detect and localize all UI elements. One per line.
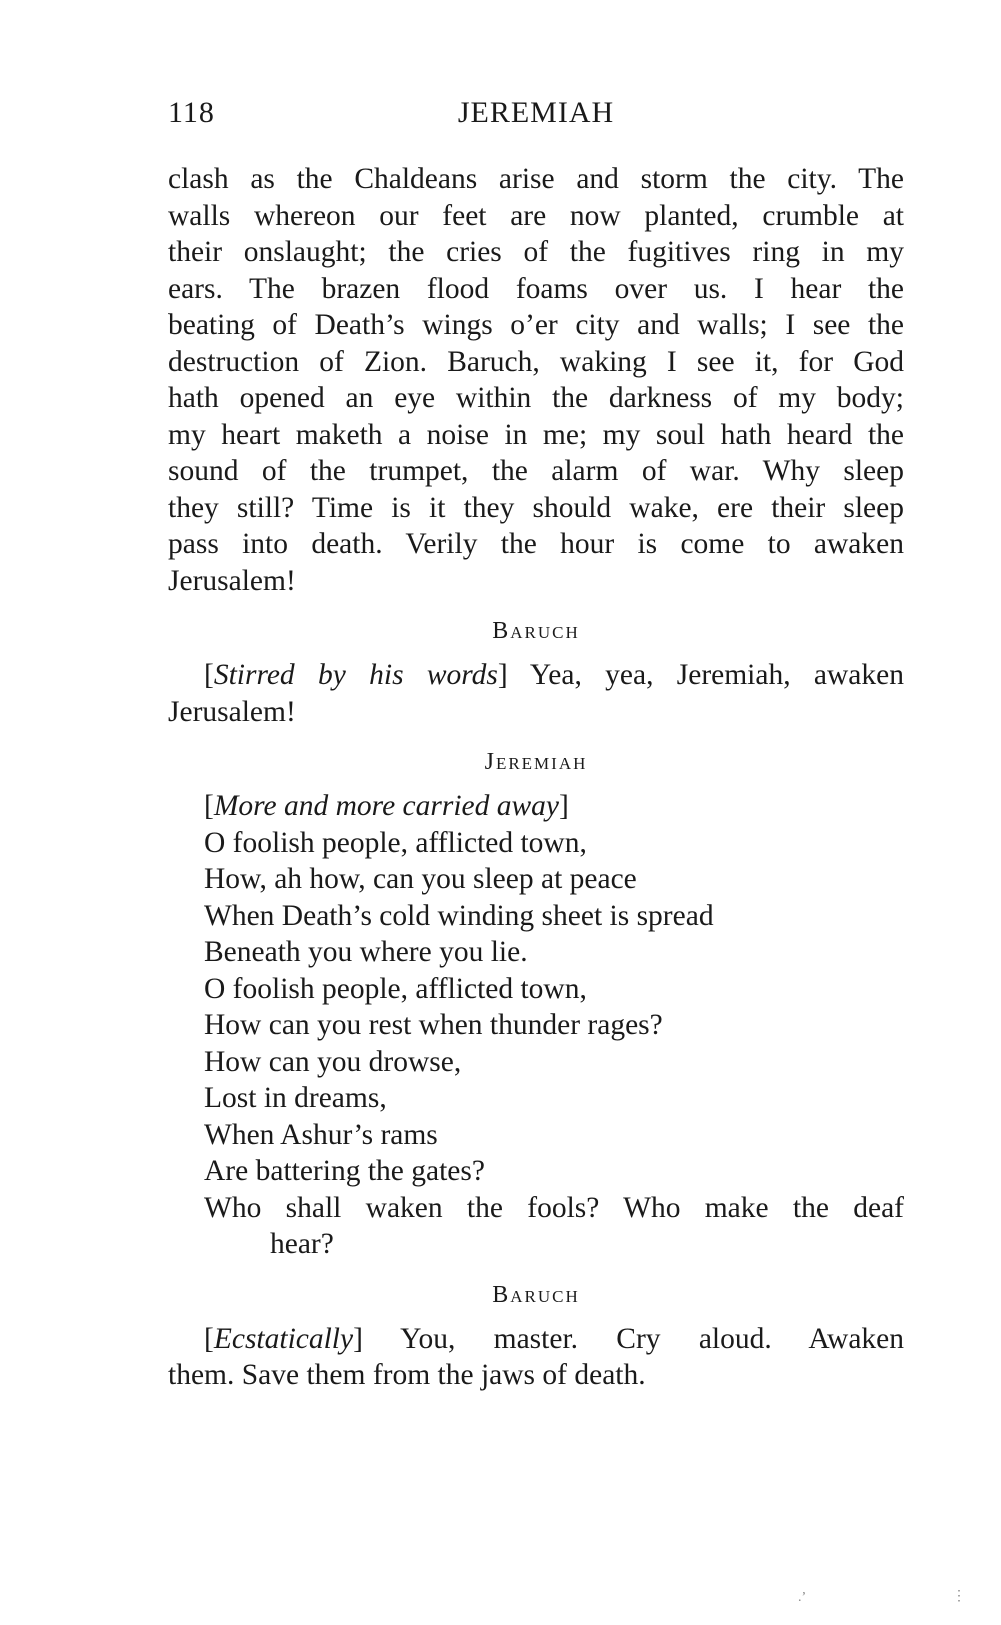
prose-line: ears. The brazen flood foams over us. I hear the <box>168 272 904 305</box>
stage-direction: Stirred by his words <box>213 659 498 691</box>
verse-line: Who shall waken the fools? Who make the deaf <box>204 1191 904 1224</box>
speech-line: [More and more carried away] <box>204 790 569 822</box>
stage-direction: Ecstatically <box>213 1322 354 1355</box>
verse-line: Lost in dreams, <box>204 1082 387 1114</box>
prose-line: hath opened an eye within the darkness of my body; <box>168 382 904 414</box>
verse-line: O foolish people, afflicted town, <box>204 972 587 1005</box>
speech-baruch-2 <box>168 1321 904 1394</box>
verse-line: How, ah how, can you sleep at peace <box>204 863 637 895</box>
speaker-name: Baruch <box>492 618 580 644</box>
verse <box>168 825 904 1263</box>
scan-speck-mark: ⋮ <box>952 1589 966 1604</box>
prose-line: their onslaught; the cries of the fugitives ring in my <box>168 236 904 268</box>
page-header <box>168 96 904 136</box>
page-body <box>168 161 904 1394</box>
speech-line: [Ecstatically] You, master. Cry aloud. Awaken <box>204 1322 905 1355</box>
prose-line: beating of Death’s wings o’er city and walls; I see the <box>168 309 904 341</box>
prose-line: clash as the Chaldeans arise and storm the city. The <box>168 163 904 195</box>
page-number: 118 <box>168 96 215 129</box>
stage-direction: More and more carried away <box>213 790 560 822</box>
verse-line: Beneath you where you lie. <box>204 936 528 968</box>
prose-line: pass into death. Verily the hour is come to awaken <box>168 528 904 560</box>
running-title: JEREMIAH <box>457 96 615 129</box>
speech-jeremiah <box>168 788 904 1263</box>
speaker-name: Jeremiah <box>484 749 588 775</box>
speech-line: Jerusalem! <box>168 695 296 728</box>
prose-line: Jerusalem! <box>168 564 296 597</box>
speaker-name: Baruch <box>492 1281 580 1308</box>
speech-baruch-1 <box>168 657 904 730</box>
scan-speck-mark: .’ <box>798 1590 807 1605</box>
speech-line: [Stirred by his words] Yea, yea, Jeremiah, awaken <box>204 659 904 691</box>
speech-text: You, master. Cry aloud. Awaken <box>400 1322 905 1355</box>
verse-line: Are battering the gates? <box>204 1155 485 1187</box>
prose-line: my heart maketh a noise in me; my soul hath heard the <box>168 418 904 451</box>
prose-line: they still? Time is it they should wake, ere their sleep <box>168 491 904 524</box>
verse-line: hear? <box>270 1228 334 1260</box>
speech-text: Yea, yea, Jeremiah, awaken <box>529 659 904 691</box>
verse-line: How can you rest when thunder rages? <box>204 1009 663 1041</box>
verse-line: When Death’s cold winding sheet is spread <box>204 899 714 932</box>
speech-line: them. Save them from the jaws of death. <box>168 1359 646 1391</box>
verse-line: O foolish people, afflicted town, <box>204 826 587 859</box>
verse-line: When Ashur’s rams <box>204 1118 438 1151</box>
prose-line: sound of the trumpet, the alarm of war. Why sleep <box>168 455 904 487</box>
verse-line: How can you drowse, <box>204 1045 462 1078</box>
prose-line: destruction of Zion. Baruch, waking I see it, for God <box>168 345 904 378</box>
prose-line: walls whereon our feet are now planted, crumble at <box>168 199 904 232</box>
opening-prose <box>168 161 904 599</box>
